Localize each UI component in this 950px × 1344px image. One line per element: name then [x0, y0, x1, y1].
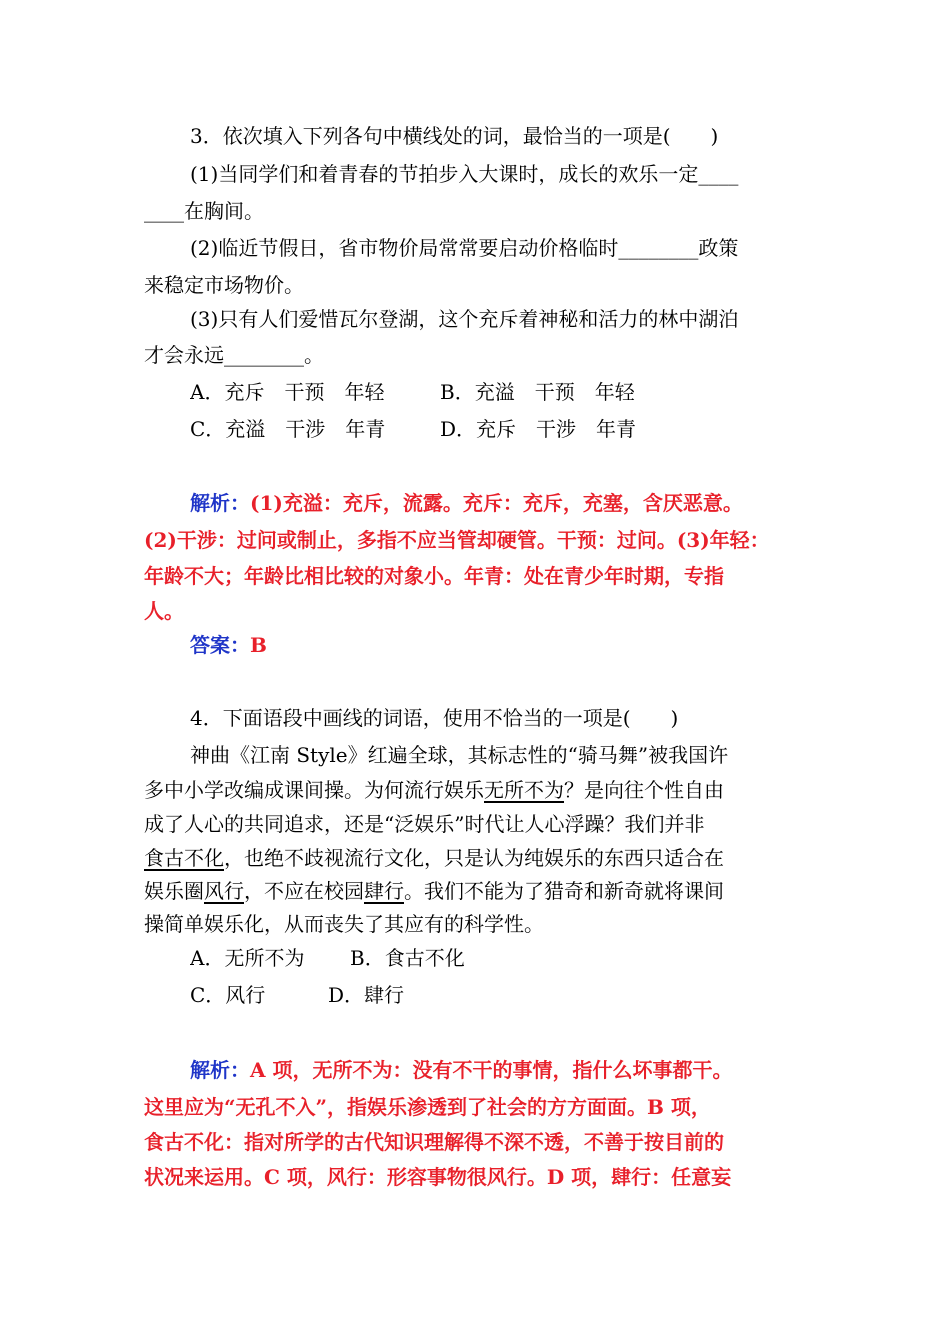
q4-analysis-line1: 解析：A 项，无所不为：没有不干的事情，指什么坏事都干。 [190, 1058, 733, 1082]
q3-option-b: B．充溢 干预 年轻 [440, 380, 635, 404]
underlined-term: 食古不化 [144, 846, 224, 870]
q4-analysis-line2: 这里应为“无孔不入”，指娱乐渗透到了社会的方方面面。B 项， [144, 1095, 711, 1119]
q3-options-row2 [190, 415, 809, 443]
q4-passage-line4: 食古不化，也绝不歧视流行文化，只是认为纯娱乐的东西只适合在 [144, 846, 724, 870]
q3-analysis-line4: 人。 [144, 599, 184, 623]
q4-passage-line3: 成了人心的共同追求，还是“泛娱乐”时代让人心浮躁？我们并非 [144, 812, 705, 836]
q4-option-d: D．肆行 [328, 983, 405, 1007]
q3-sentence3-line2: 才会永远________。 [144, 343, 324, 367]
q3-analysis-line3: 年龄不大；年龄比相比较的对象小。年青：处在青少年时期，专指 [144, 564, 724, 588]
q3-sentence2-line2: 来稳定市场物价。 [144, 273, 304, 297]
q3-analysis-label: 解析： [190, 491, 250, 515]
q4-passage-line6: 操简单娱乐化，从而丧失了其应有的科学性。 [144, 912, 544, 936]
q4-stem: 4．下面语段中画线的词语，使用不恰当的一项是( ) [190, 706, 679, 730]
q3-sentence1-line1: (1)当同学们和着青春的节拍步入大课时，成长的欢乐一定____ [190, 162, 739, 186]
q4-option-c: C．风行 [190, 983, 266, 1007]
q3-sentence3-line1: (3)只有人们爱惜瓦尔登湖，这个充斥着神秘和活力的林中湖泊 [190, 307, 739, 331]
q3-options-row1 [190, 378, 809, 406]
q3-sentence2-line1: (2)临近节假日，省市物价局常常要启动价格临时________政策 [190, 236, 739, 260]
q4-analysis-line4: 状况来运用。C 项，风行：形容事物很风行。D 项，肆行：任意妄 [144, 1165, 732, 1189]
q3-answer-value: B [250, 633, 267, 657]
q3-answer [190, 631, 809, 659]
underlined-term: 风行 [204, 879, 244, 903]
q4-analysis-label: 解析： [190, 1058, 250, 1082]
q3-stem: 3．依次填入下列各句中横线处的词，最恰当的一项是( ) [190, 124, 719, 148]
q3-option-c: C．充溢 干涉 年青 [190, 417, 386, 441]
q3-sentence1-line2: ____在胸间。 [144, 199, 264, 223]
q4-option-a: A．无所不为 [190, 946, 305, 970]
q4-option-b: B．食古不化 [350, 946, 465, 970]
underlined-term: 无所不为 [484, 778, 564, 802]
q3-option-d: D．充斥 干涉 年青 [440, 417, 637, 441]
q4-passage-line2: 多中小学改编成课间操。为何流行娱乐无所不为？是向往个性自由 [144, 778, 724, 802]
q3-option-a: A．充斥 干预 年轻 [190, 380, 385, 404]
q4-options-row2 [190, 981, 809, 1009]
q4-passage-line5: 娱乐圈风行，不应在校园肆行。我们不能为了猎奇和新奇就将课间 [144, 879, 724, 903]
q4-analysis-line3: 食古不化：指对所学的古代知识理解得不深不透，不善于按目前的 [144, 1130, 724, 1154]
q3-analysis-line1: 解析：(1)充溢：充斥，流露。充斥：充斥，充塞，含厌恶意。 [190, 491, 743, 515]
q3-analysis-line2: (2)干涉：过问或制止，多指不应当管却硬管。干预：过问。(3)年轻： [144, 528, 770, 552]
q4-passage-line1: 神曲《江南 Style》红遍全球，其标志性的“骑马舞”被我国许 [190, 743, 729, 767]
q4-options-row1 [190, 944, 809, 972]
q3-answer-label: 答案： [190, 633, 250, 657]
underlined-term: 肆行 [364, 879, 404, 903]
